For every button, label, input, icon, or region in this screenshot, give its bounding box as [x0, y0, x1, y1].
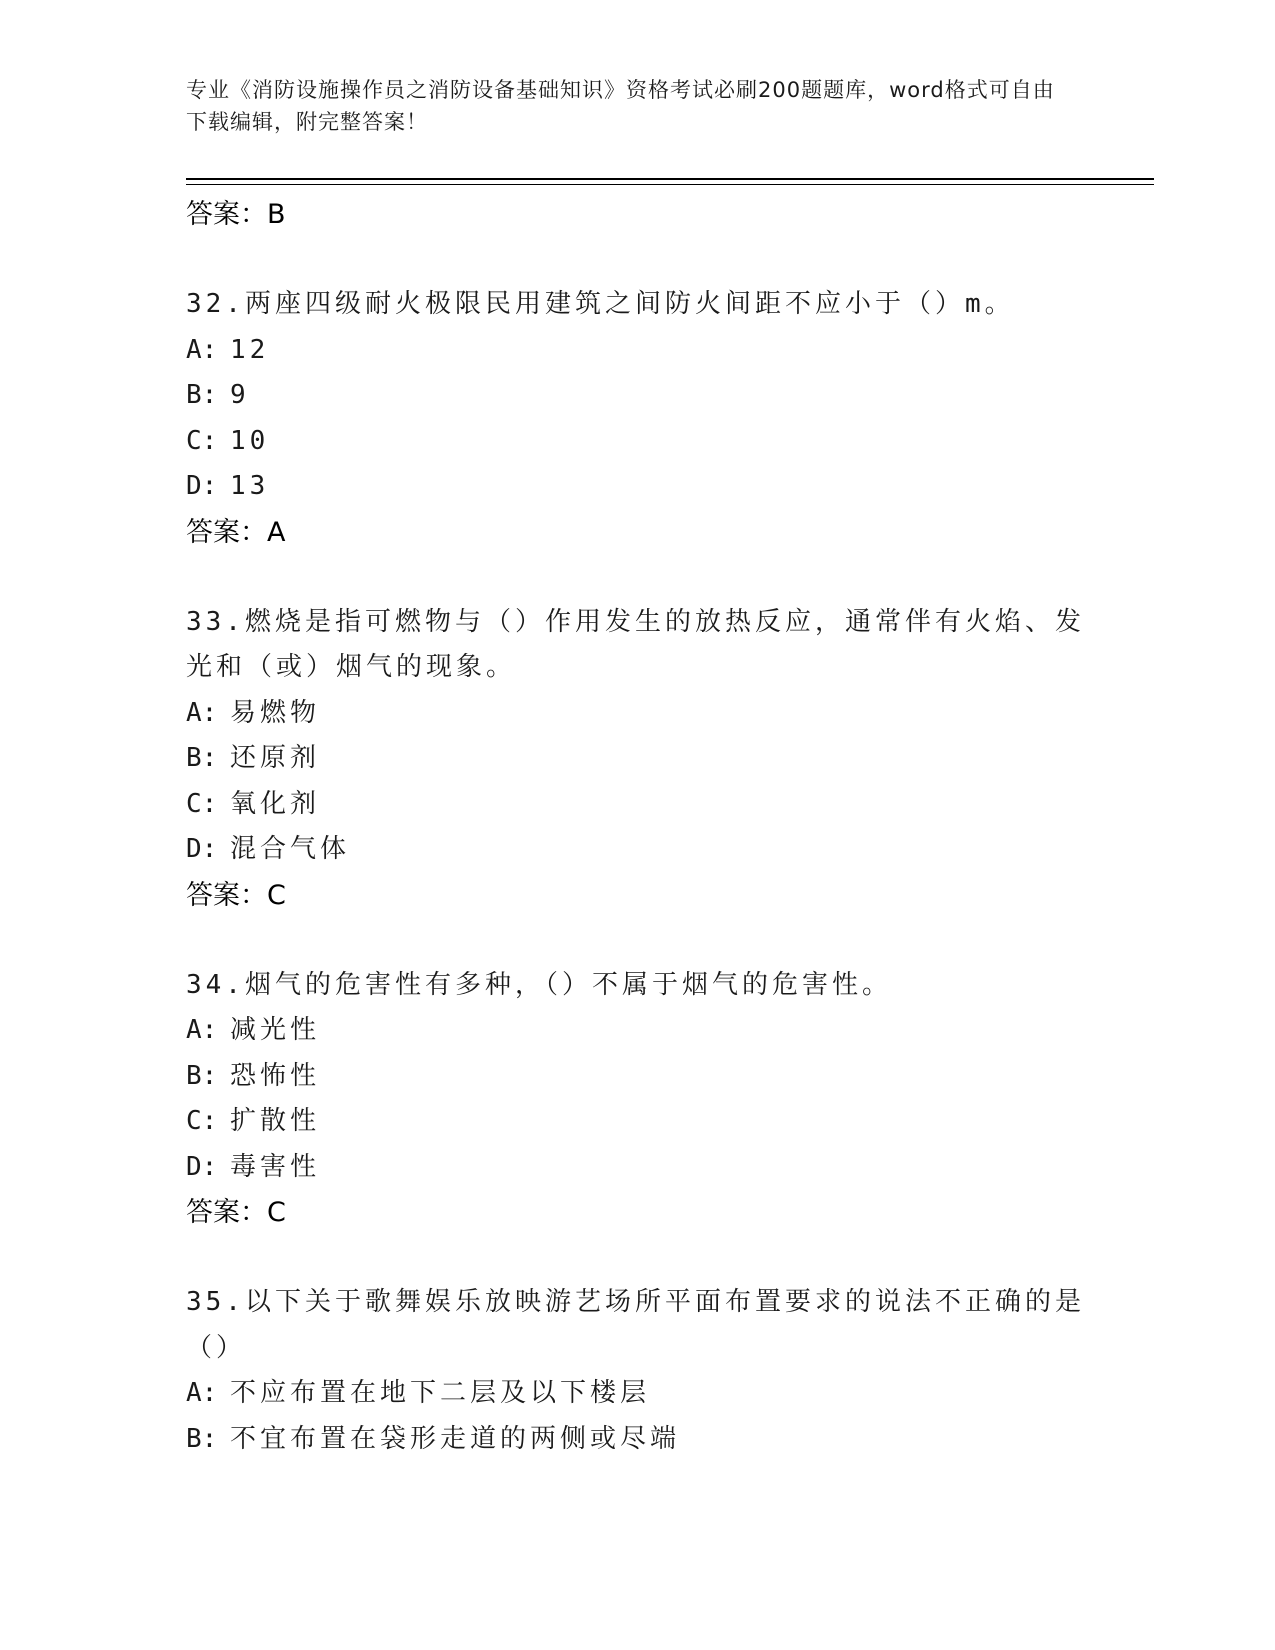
answer-value: C: [267, 879, 286, 911]
option-b: B: 不宜布置在袋形走道的两侧或尽端: [186, 1423, 681, 1454]
answer-line: 答案：A: [186, 516, 286, 548]
option-b: B: 还原剂: [186, 743, 321, 773]
question-block-33: [186, 600, 1086, 918]
option-b: B: 9: [186, 380, 250, 410]
header-rule-thin: [186, 184, 1154, 185]
option-c: C: 10: [186, 425, 270, 456]
question-text: 33.燃烧是指可燃物与（）作用发生的放热反应，通常伴有火焰、发光和（或）烟气的现象。: [186, 606, 1085, 682]
question-block-35: [186, 1280, 1086, 1462]
answer-value: C: [267, 1197, 286, 1228]
option-a: A: 不应布置在地下二层及以下楼层: [186, 1378, 651, 1408]
option-a: A: 易燃物: [186, 697, 321, 728]
question-text: 34.烟气的危害性有多种，（）不属于烟气的危害性。: [186, 969, 892, 1000]
question-text: 35.以下关于歌舞娱乐放映游艺场所平面布置要求的说法不正确的是（）: [186, 1287, 1085, 1363]
answer-value: B: [267, 199, 286, 230]
answer-value: A: [267, 516, 286, 548]
option-c: C: 扩散性: [186, 1106, 321, 1136]
document-header: [186, 74, 1066, 138]
answer-line: 答案：C: [186, 1197, 286, 1228]
option-d: D: 混合气体: [186, 834, 351, 864]
option-a: A: 减光性: [186, 1015, 321, 1045]
answer-line: 答案：B: [186, 199, 286, 230]
question-text: 32.两座四级耐火极限民用建筑之间防火间距不应小于（）m。: [186, 289, 1015, 319]
question-list: [186, 192, 1086, 1462]
option-b: B: 恐怖性: [186, 1060, 321, 1091]
question-block-34: [186, 963, 1086, 1236]
question-block-32: [186, 282, 1086, 555]
header-text: 专业《消防设施操作员之消防设备基础知识》资格考试必刷200题题库，word格式可自由下载编辑，附完整答案！: [186, 78, 1055, 134]
option-c: C: 氧化剂: [186, 788, 321, 819]
option-a: A: 12: [186, 334, 270, 365]
option-d: D: 13: [186, 471, 270, 501]
option-d: D: 毒害性: [186, 1151, 321, 1182]
answer-line: 答案：C: [186, 879, 286, 911]
header-rule-thick: [186, 178, 1154, 180]
